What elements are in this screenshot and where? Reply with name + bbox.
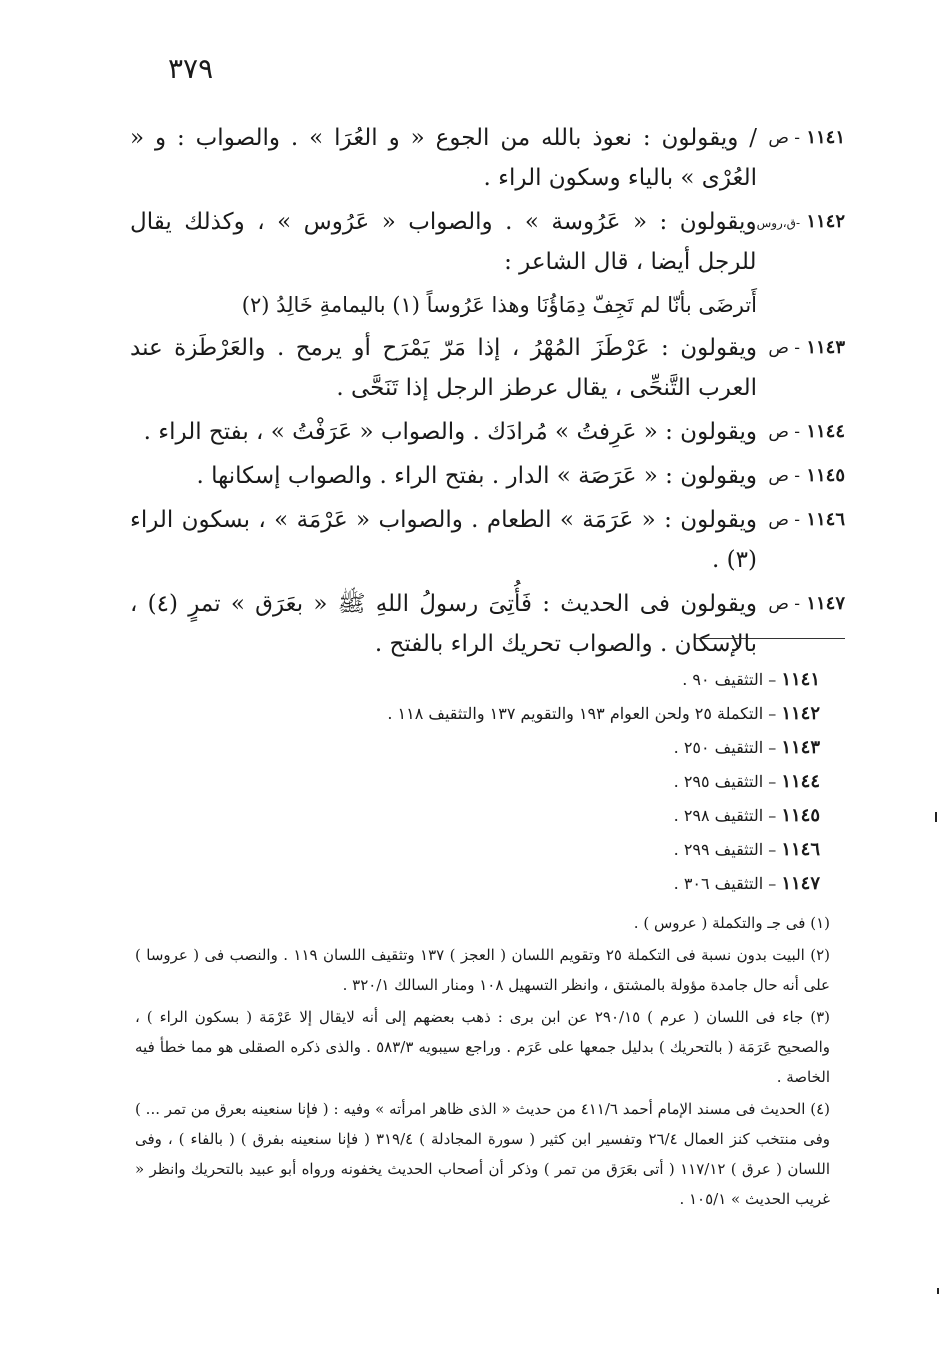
reference-line: ١١٤٢ – التكملة ٢٥ ولحن العوام ١٩٣ والتقويم ١٣٧ والتثقيف ١١٨ .: [387, 703, 820, 724]
entry-number: ١١٤٤ - ص: [768, 421, 845, 442]
entry-number: ١١٤١ - ص: [768, 127, 845, 148]
entry-text: / ويقولون : نعوذ بالله من الجوع « و العُرَا » . والصواب : و « العُرْى » بالياء وسكون الراء .: [130, 125, 757, 191]
entry: [130, 456, 845, 496]
page-number: ٣٧٩: [168, 52, 214, 85]
entry-text: ويقولون : عَرْطَزَ المُهْرُ ، إذا مَرّ يَمْرَح أو يرمح . والعَرْطَزة عند العرب التَّنحِّى ، يقال عرطز الرجل إذا تَنَحَّى .: [130, 335, 757, 401]
entry: [130, 118, 845, 198]
footnote: (٣) جاء فى اللسان ( عرم ) ٢٩٠/١٥ عن ابن برى : ذهب بعضهم إلى أنه لايقال إلا عَرْمَة ( بسكون الراء ) ، والصحيح عَرَمَة ( بالتحريك ) بدليل جمعها على عَرَم . وراجع سيبويه ٥٨٣/٣ . والذى ذكره الصقلى هو مما خطأ فيه الخاصة .: [135, 1008, 831, 1086]
reference-line: ١١٤٤ – التثقيف ٢٩٥ .: [673, 771, 820, 792]
footnote: (١) فى جـ والتكملة ( عروس ) .: [633, 914, 830, 932]
footnotes-section: [135, 908, 830, 1216]
entry: [130, 584, 845, 664]
entry: [130, 202, 845, 282]
entry-number: ١١٤٥ - ص: [768, 465, 845, 486]
entry-text: ويقولون : « عَرَمَة » الطعام . والصواب « عَرْمَة » ، بسكون الراء (٣) .: [130, 507, 757, 573]
entry: [130, 412, 845, 452]
entry: [130, 328, 845, 408]
reference-line: ١١٤٧ – التثقيف ٣٠٦ .: [673, 873, 820, 894]
poetry-verse: أَترضَى بأنّا لم تَجِفّ دِمَاؤُنَا وهذا عَرُوساً (١) باليمامةِ خَالِدُ (٢): [241, 293, 757, 317]
entry-number: ١١٤٦ - ص: [768, 509, 845, 530]
reference-line: ١١٤٥ – التثقيف ٢٩٨ .: [673, 805, 820, 826]
footnote: (٤) الحديث فى مسند الإمام أحمد ٤١١/٦ من حديث « الذى ظاهر امرأته » وفيه : ( فإنا سنعينه بعرق من تمر ... ) وفى منتخب كنز العمال ٢٦/٤ وتفسير ابن كثير ( سورة المجادلة ) ٣١٩/٤ ( فإنا سنعينه بفرق ) ( بالفاء ) ، وفى اللسان ( عرق ) ١١٧/١٢ ( أتى بعَرَق من تمر ) وذكر أن أصحاب الحديث يخفونه ورواه أبو عبيد بالتحريك وانظر « غريب الحديث » ١٠٥/١ .: [135, 1100, 831, 1208]
reference-line: ١١٤٣ – التثقيف ٢٥٠ .: [673, 737, 820, 758]
scan-edge-mark: [937, 1288, 939, 1294]
entry-text: ويقولون : « عَرُوسة » . والصواب « عَرُوس » ، وكذلك يقال للرجل أيضا ، قال الشاعر :: [130, 209, 757, 275]
entry: [130, 500, 845, 580]
entry-text: ويقولون : « عَرِفتُ » مُرادَك . والصواب « عَرَفْتُ » ، بفتح الراء .: [143, 419, 757, 445]
footnote: (٢) البيت بدون نسبة فى التكملة ٢٥ وتقويم اللسان ( العجز ) ١٣٧ وتثقيف اللسان ١١٩ . والنصب فى ( عروسا ) على أنه حال جامدة مؤولة بالمشتق ، وانظر التسهيل ١٠٨ ومنار السالك ٣٢٠/١ .: [135, 946, 830, 994]
entry-text: ويقولون فى الحديث : فَأُتِىَ رسولُ اللهِ ﷺ « بعَرَق » تمرٍ (٤) ، بالإسكان . والصواب تحريك الراء بالفتح .: [130, 591, 757, 657]
reference-line: ١١٤٦ – التثقيف ٢٩٩ .: [673, 839, 820, 860]
reference-line: ١١٤١ – التثقيف ٩٠ .: [682, 669, 820, 690]
entry-text: ويقولون : « عَرَصَة » الدار . بفتح الراء . والصواب إسكانها .: [196, 463, 757, 489]
entries-section: [130, 118, 845, 668]
footnote-divider: [695, 638, 845, 639]
entry-number: ١١٤٧ - ص: [768, 593, 845, 614]
entry-number: ١١٤٣ - ص: [768, 337, 845, 358]
references-section: [150, 663, 820, 901]
scan-edge-mark: [935, 812, 937, 822]
entry-number: ١١٤٢ -ق،روس: [756, 211, 845, 232]
